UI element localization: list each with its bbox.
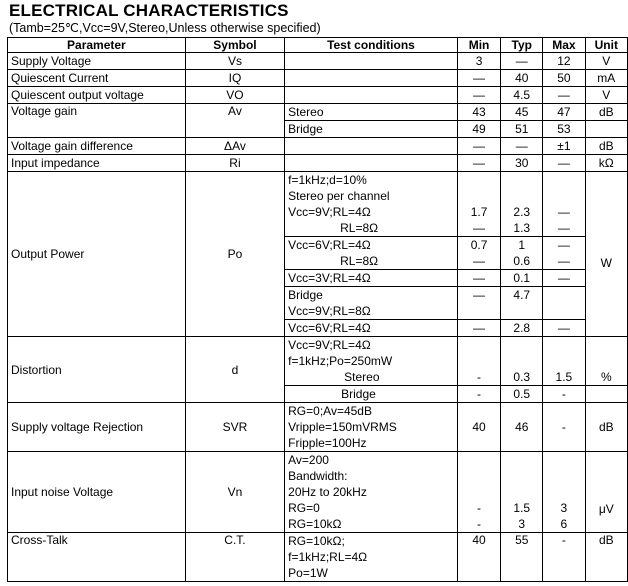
cond-line: Vcc=9V;RL=4Ω: [288, 205, 371, 219]
value-line: -: [477, 370, 482, 384]
typ-cell: 51: [501, 121, 543, 138]
cond-line: RL=8Ω: [340, 254, 379, 268]
min-cell: —: [457, 270, 501, 287]
max-cell: [543, 337, 585, 386]
table-row: [8, 87, 628, 104]
cond-line: RG=0: [288, 501, 320, 515]
cond-cell: [285, 155, 458, 172]
cond-line: 20Hz to 20kHz: [288, 485, 367, 499]
max-cell: 47: [543, 104, 585, 121]
min-cell: —: [457, 155, 501, 172]
unit-cell: dB: [585, 403, 627, 452]
table-row: [8, 533, 628, 582]
symbol-cell: SVR: [185, 403, 284, 452]
symbol-cell: d: [185, 337, 284, 403]
max-cell: [543, 452, 585, 533]
cond-line: f=1kHz;d=10%: [288, 173, 367, 187]
param-cell: Supply voltage Rejection: [8, 403, 186, 452]
col-test-conditions: Test conditions: [285, 38, 458, 53]
cond-cell: [285, 452, 458, 533]
value-line: —: [557, 254, 570, 268]
min-cell: [457, 172, 501, 237]
min-cell: [457, 237, 501, 270]
typ-cell: 46: [501, 403, 543, 452]
cond-cell: [285, 337, 458, 386]
unit-cell: dB: [585, 533, 627, 582]
cond-cell: [285, 138, 458, 155]
cond-cell: [285, 70, 458, 87]
param-cell: Quiescent Current: [8, 70, 186, 87]
symbol-cell: ΔAv: [185, 138, 284, 155]
min-cell: -: [457, 386, 501, 403]
table-row: [8, 452, 628, 533]
cond-line: Vcc=9V;RL=8Ω: [288, 304, 371, 318]
value-line: 0.3: [513, 370, 531, 384]
value-line: 0.7: [470, 238, 488, 252]
value-line: 1.3: [513, 221, 531, 235]
cond-line: Stereo: [344, 370, 380, 384]
param-cell: Supply Voltage: [8, 53, 186, 70]
cond-line: Vcc=6V;RL=4Ω: [288, 238, 371, 252]
max-cell: -: [543, 386, 585, 403]
max-cell: ±1: [543, 138, 585, 155]
table-row: [8, 172, 628, 237]
typ-cell: [501, 172, 543, 237]
cond-cell: Bridge: [285, 386, 458, 403]
param-cell: Quiescent output voltage: [8, 87, 186, 104]
value-line: —: [473, 254, 486, 268]
min-cell: 40: [457, 533, 501, 582]
cond-line: Vcc=9V;RL=4Ω: [288, 338, 371, 352]
cond-cell: [285, 533, 458, 582]
table-row: [8, 155, 628, 172]
cond-line: Bandwidth:: [288, 469, 348, 483]
min-cell: 40: [457, 403, 501, 452]
col-symbol: Symbol: [185, 38, 284, 53]
page-title: ELECTRICAL CHARACTERISTICS: [9, 1, 289, 20]
min-cell: 49: [457, 121, 501, 138]
col-parameter: Parameter: [8, 38, 186, 53]
cond-line: Fripple=100Hz: [288, 436, 367, 450]
value-line: 3: [560, 501, 568, 515]
min-cell: —: [457, 138, 501, 155]
param-cell: Voltage gain: [8, 104, 186, 138]
cond-cell: [285, 237, 458, 270]
cond-line: f=1kHz;Po=250mW: [288, 354, 393, 368]
cond-cell: [285, 87, 458, 104]
min-cell: [457, 337, 501, 386]
typ-cell: [501, 287, 543, 320]
cond-cell: Bridge: [285, 121, 458, 138]
max-cell: —: [543, 87, 585, 104]
min-cell: —: [457, 87, 501, 104]
typ-cell: [501, 337, 543, 386]
max-cell: [543, 172, 585, 237]
cond-line: RG=0;Av=45dB: [288, 404, 372, 418]
cond-cell: [285, 403, 458, 452]
typ-cell: —: [501, 138, 543, 155]
typ-cell: 0.1: [501, 270, 543, 287]
cond-line: Stereo per channel: [288, 189, 390, 203]
typ-cell: [501, 452, 543, 533]
cond-line: RL=8Ω: [340, 221, 379, 235]
symbol-cell: IQ: [185, 70, 284, 87]
cond-line: Bridge: [288, 288, 323, 302]
max-cell: —: [543, 270, 585, 287]
unit-cell: kΩ: [585, 155, 627, 172]
min-cell: 43: [457, 104, 501, 121]
symbol-cell: Av: [185, 104, 284, 138]
value-line: —: [557, 221, 570, 235]
table-row: [8, 337, 628, 386]
min-cell: [457, 287, 501, 320]
value-line: 1.7: [470, 205, 488, 219]
value-line: 1.5: [513, 501, 531, 515]
value-line: 4.7: [513, 288, 531, 302]
value-line: 2.3: [513, 205, 531, 219]
value-line: —: [473, 288, 486, 302]
typ-cell: —: [501, 53, 543, 70]
cond-line: RG=10kΩ: [288, 517, 342, 531]
cond-cell: Vcc=6V;RL=4Ω: [285, 320, 458, 337]
col-unit: Unit: [585, 38, 627, 53]
electrical-characteristics-table: [7, 37, 628, 582]
max-cell: -: [543, 533, 585, 582]
value-line: -: [477, 517, 482, 531]
typ-cell: 45: [501, 104, 543, 121]
value-line: 0.6: [513, 254, 531, 268]
typ-cell: 0.5: [501, 386, 543, 403]
unit-cell: V: [585, 87, 627, 104]
cond-line: Vripple=150mVRMS: [288, 420, 397, 434]
cond-line: Av=200: [288, 453, 329, 467]
value-line: 1: [518, 238, 526, 252]
unit-cell: dB: [585, 138, 627, 155]
cond-cell: [285, 53, 458, 70]
max-cell: 12: [543, 53, 585, 70]
unit-cell: V: [585, 53, 627, 70]
unit-cell: mA: [585, 70, 627, 87]
symbol-cell: Vs: [185, 53, 284, 70]
min-cell: —: [457, 320, 501, 337]
unit-cell: [585, 386, 627, 403]
unit-cell: dB: [585, 104, 627, 121]
min-cell: [457, 452, 501, 533]
symbol-cell: Po: [185, 172, 284, 337]
value-line: —: [557, 205, 570, 219]
cond-cell: Vcc=3V;RL=4Ω: [285, 270, 458, 287]
unit-cell: μV: [585, 452, 627, 533]
max-cell: —: [543, 320, 585, 337]
unit-cell: W: [585, 172, 627, 337]
param-cell: Input impedance: [8, 155, 186, 172]
header-row: [8, 38, 628, 53]
typ-cell: [501, 237, 543, 270]
col-min: Min: [457, 38, 501, 53]
cond-line: Po=1W: [288, 566, 328, 580]
min-cell: 3: [457, 53, 501, 70]
cond-cell: [285, 287, 458, 320]
max-cell: 50: [543, 70, 585, 87]
symbol-cell: Ri: [185, 155, 284, 172]
param-cell: Distortion: [8, 337, 186, 403]
max-cell: -: [543, 403, 585, 452]
typ-cell: 40: [501, 70, 543, 87]
col-max: Max: [543, 38, 585, 53]
value-line: 6: [560, 517, 568, 531]
max-cell: —: [543, 155, 585, 172]
max-cell: [543, 237, 585, 270]
value-line: —: [473, 221, 486, 235]
value-line: -: [477, 501, 482, 515]
symbol-cell: C.T.: [185, 533, 284, 582]
param-cell: Output Power: [8, 172, 186, 337]
col-typ: Typ: [501, 38, 543, 53]
typ-cell: 55: [501, 533, 543, 582]
symbol-cell: Vn: [185, 452, 284, 533]
table-row: [8, 104, 628, 121]
typ-cell: 30: [501, 155, 543, 172]
param-cell: Cross-Talk: [8, 533, 186, 582]
cond-cell: [285, 172, 458, 237]
table-row: [8, 70, 628, 87]
cond-cell: Stereo: [285, 104, 458, 121]
table-row: [8, 403, 628, 452]
table-row: [8, 53, 628, 70]
max-cell: [543, 287, 585, 320]
symbol-cell: VO: [185, 87, 284, 104]
unit-cell: [585, 337, 627, 386]
value-line: %: [600, 370, 612, 384]
unit-cell: [585, 121, 627, 138]
value-line: 3: [518, 517, 526, 531]
value-line: 1.5: [555, 370, 573, 384]
typ-cell: 4.5: [501, 87, 543, 104]
param-cell: Input noise Voltage: [8, 452, 186, 533]
cond-line: RG=10kΩ;: [288, 534, 345, 548]
max-cell: 53: [543, 121, 585, 138]
param-cell: Voltage gain difference: [8, 138, 186, 155]
min-cell: —: [457, 70, 501, 87]
test-conditions-note: (Tamb=25℃,Vcc=9V,Stereo,Unless otherwise specified): [9, 21, 321, 35]
cond-line: f=1kHz;RL=4Ω: [288, 550, 368, 564]
table-row: [8, 138, 628, 155]
value-line: —: [557, 238, 570, 252]
typ-cell: 2.8: [501, 320, 543, 337]
